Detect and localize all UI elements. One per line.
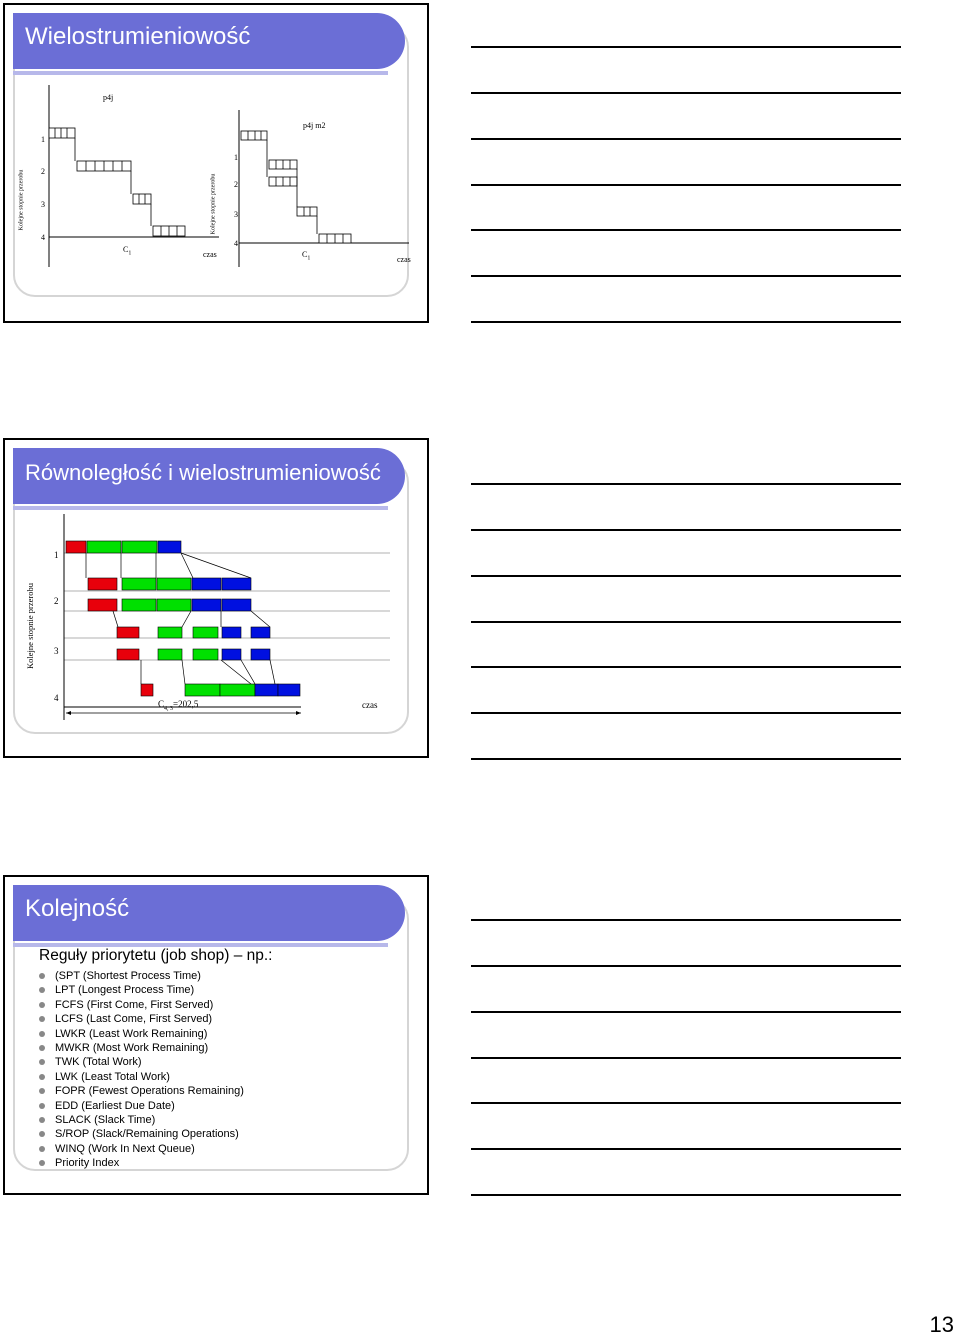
chart-1-level-2: 2: [41, 167, 45, 176]
chart-1-level-4: 4: [41, 233, 45, 242]
list-item: WINQ (Work In Next Queue): [39, 1142, 272, 1156]
chart-3-y-label: Kolejne stopnie przerobu: [24, 583, 35, 669]
chart-3-level-4: 4: [54, 693, 59, 703]
list-item: TWK (Total Work): [39, 1055, 272, 1069]
chart-1-y-label: Kolejne stopnie przerobu: [18, 169, 25, 231]
bar-row3a-green-2: [193, 627, 218, 638]
chart-1-x-label: czas: [203, 250, 217, 259]
slide-3: [3, 875, 429, 1195]
chart-2-level-3: 3: [234, 210, 238, 219]
bar-row2a-blue-2: [222, 578, 251, 590]
chart-3-x-label: czas: [362, 700, 378, 710]
bar-row2b-red: [88, 599, 117, 611]
list-item: Priority Index: [39, 1156, 272, 1170]
chart-1-blocks: [49, 128, 185, 236]
rules-heading: Reguły priorytetu (job shop) – np.:: [39, 947, 273, 964]
list-item: FCFS (First Come, First Served): [39, 998, 272, 1012]
priority-rules: [39, 947, 272, 1171]
chart-1-level-3: 3: [41, 200, 45, 209]
bar-row3a-green-1: [158, 627, 182, 638]
bar-row3b-blue-1: [222, 649, 241, 660]
bar-row2a-blue-1: [192, 578, 221, 590]
chart-2-level-1: 1: [234, 153, 238, 162]
slide-3-title-bar: [13, 885, 405, 941]
slide-2-diagram: [5, 440, 429, 758]
bar-row3a-red: [117, 627, 139, 638]
chart-2-level-4: 4: [234, 239, 238, 248]
chart-3-c-label: $C_{4, 3}=202,5$: [158, 699, 199, 712]
chart-2-blocks: [241, 131, 351, 243]
bar-row3a-blue-1: [222, 627, 241, 638]
bar-row4-blue-1: [255, 684, 278, 696]
bar-row2a-green-2: [157, 578, 191, 590]
bar-row2a-green-1: [122, 578, 156, 590]
list-item: LPT (Longest Process Time): [39, 983, 272, 997]
slide-2-title: Równoległość i wielostrumieniowość: [25, 460, 381, 485]
list-item: MWKR (Most Work Remaining): [39, 1041, 272, 1055]
chart-1-level-1: 1: [41, 135, 45, 144]
chart-2-y-label: Kolejne stopnie przerobu: [210, 173, 217, 235]
bar-row3a-blue-2: [251, 627, 270, 638]
slide-1-title: Wielostrumieniowość: [25, 23, 251, 50]
page-number: 13: [929, 1312, 954, 1337]
bar-row2b-green-2: [157, 599, 191, 611]
bar-row3b-green-2: [193, 649, 218, 660]
slide-3-title: Kolejność: [25, 895, 130, 922]
chart-2-c-label: $C_1$: [302, 250, 311, 262]
chart-2-x-label: czas: [397, 255, 411, 264]
bar-row2b-blue-2: [222, 599, 251, 611]
chart-1-label-top: p4j: [103, 93, 114, 102]
list-item: LWK (Least Total Work): [39, 1070, 272, 1084]
bar-row4-red: [141, 684, 153, 696]
bar-row1-blue: [158, 541, 181, 553]
list-item: LCFS (Last Come, First Served): [39, 1012, 272, 1026]
bar-row2b-blue-1: [192, 599, 221, 611]
bar-row1-green-1: [87, 541, 121, 553]
chart-2-level-2: 2: [234, 180, 238, 189]
chart-3-level-3: 3: [54, 646, 59, 656]
bar-row1-red: [66, 541, 86, 553]
bar-row4-green-2: [220, 684, 255, 696]
chart-3-level-2: 2: [54, 596, 59, 606]
chart-3-level-1: 1: [54, 550, 59, 560]
bar-row3b-blue-2: [251, 649, 270, 660]
chart-1-c-label: $C_1$: [123, 245, 132, 257]
list-item: S/ROP (Slack/Remaining Operations): [39, 1127, 272, 1141]
slide-1-diagram: [5, 5, 429, 323]
bar-row2a-red: [88, 578, 117, 590]
list-item: FOPR (Fewest Operations Remaining): [39, 1084, 272, 1098]
chart-2-label-top: p4j m2: [303, 121, 326, 130]
slide-1: [3, 3, 429, 323]
bar-row3b-red: [117, 649, 139, 660]
bar-row2b-green-1: [122, 599, 156, 611]
bar-row4-green-1: [185, 684, 220, 696]
bar-row1-green-2: [122, 541, 157, 553]
bar-row3b-green-1: [158, 649, 182, 660]
rules-list: [39, 969, 272, 1171]
list-item: SLACK (Slack Time): [39, 1113, 272, 1127]
list-item: EDD (Earliest Due Date): [39, 1099, 272, 1113]
bar-row4-blue-2: [278, 684, 300, 696]
list-item: (SPT (Shortest Process Time): [39, 969, 272, 983]
slide-2: [3, 438, 429, 758]
list-item: LWKR (Least Work Remaining): [39, 1027, 272, 1041]
